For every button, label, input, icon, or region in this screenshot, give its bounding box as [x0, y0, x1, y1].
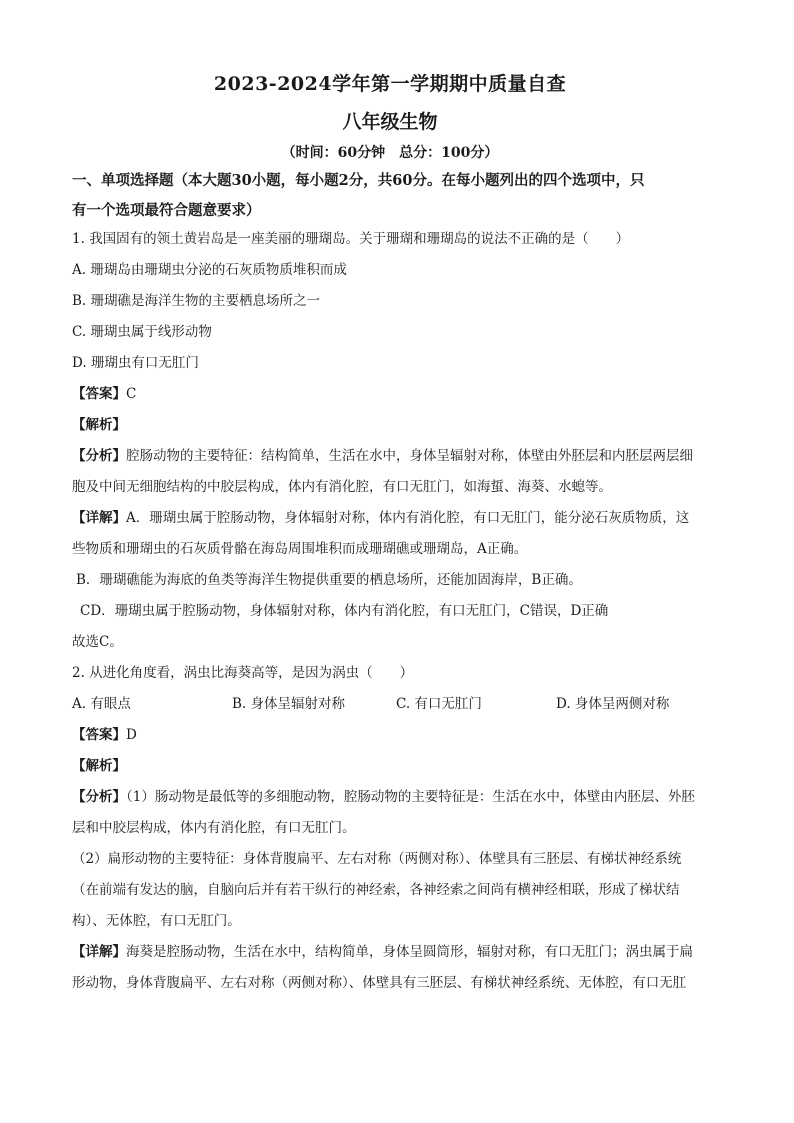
q2-analysis-tag: 【解析】: [72, 758, 126, 774]
q2-fenxi-line-3: （2）扁形动物的主要特征：身体背腹扁平、左右对称（两侧对称）、体壁具有三胚层、有梯状神经系统: [72, 851, 682, 867]
q1-xiangjie-line-2: 些物质和珊瑚虫的石灰质骨骼在海岛周围堆积而成珊瑚礁或珊瑚岛，A正确。: [72, 541, 528, 557]
q1-xiangjie-b: B．珊瑚礁能为海底的鱼类等海洋生物提供重要的栖息场所，还能加固海岸，B正确。: [76, 572, 582, 588]
exam-time-info: （时间：60分钟 总分：100分）: [281, 145, 499, 161]
q1-fenxi-line-1: [72, 441, 708, 472]
q1-analysis-heading: [72, 410, 708, 441]
q2-answer-tag: 【答案】: [72, 727, 126, 743]
q1-conclusion: 故选C。: [72, 634, 123, 650]
q2-fenxi-line-2: 层和中胶层构成，体内有消化腔，有口无肛门。: [72, 820, 356, 836]
q1-xiangjie-cd: CD．珊瑚虫属于腔肠动物，身体辐射对称，体内有消化腔，有口无肛门，C错误，D正确: [80, 603, 609, 619]
q2-xiangjie-line-1: [72, 937, 708, 968]
q2-options-row: [72, 689, 708, 720]
q2-xiangjie-tag: 【详解】: [72, 944, 126, 960]
q2-option-c: C. 有口无肛门: [396, 696, 482, 712]
q2-fenxi-text-1: （1）肠动物是最低等的多细胞动物，腔肠动物的主要特征是：生活在水中，体壁由内胚层、外胚: [126, 789, 695, 805]
q1-option-b: B. 珊瑚礁是海洋生物的主要栖息场所之一: [72, 293, 321, 309]
q1-xiangjie-line-1: [72, 503, 708, 534]
page-subtitle: 八年级生物: [342, 111, 438, 133]
page-title: 2023-2024学年第一学期期中质量自查: [213, 73, 567, 95]
q1-answer-tag: 【答案】: [72, 386, 126, 402]
q1-xiangjie-tag: 【详解】: [72, 510, 126, 526]
q1-option-c: C. 珊瑚虫属于线形动物: [72, 324, 212, 340]
q2-fenxi-tag: 【分析】: [72, 789, 126, 805]
q1-fenxi-text-1: 腔肠动物的主要特征：结构简单，生活在水中，身体呈辐射对称，体壁由外胚层和内胚层两层细: [126, 448, 693, 464]
section-heading-line-2: 有一个选项最符合题意要求）: [72, 202, 261, 219]
q2-stem: 2. 从进化角度看，涡虫比海葵高等，是因为涡虫（ ）: [72, 665, 414, 681]
q2-option-b: B. 身体呈辐射对称: [232, 696, 346, 712]
q2-fenxi-line-5: 构）、无体腔，有口无肛门。: [72, 913, 241, 929]
q1-option-d: D. 珊瑚虫有口无肛门: [72, 355, 199, 371]
q2-option-d: D. 身体呈两侧对称: [556, 696, 670, 712]
q1-stem: 1. 我国固有的领土黄岩岛是一座美丽的珊瑚岛。关于珊瑚和珊瑚岛的说法不正确的是（ ）: [72, 231, 630, 247]
q2-option-a: A. 有眼点: [72, 696, 131, 712]
q1-option-a: A. 珊瑚岛由珊瑚虫分泌的石灰质物质堆积而成: [72, 262, 347, 278]
q1-answer-value: C: [126, 386, 137, 402]
q1-fenxi-line-2: 胞及中间无细胞结构的中胶层构成，体内有消化腔，有口无肛门，如海蜇、海葵、水螅等。: [72, 479, 612, 495]
q1-analysis-tag: 【解析】: [72, 417, 126, 433]
q2-xiangjie-line-2: 形动物，身体背腹扁平、左右对称（两侧对称）、体壁具有三胚层、有梯状神经系统、无体腔，有口无肛: [72, 975, 687, 991]
q2-fenxi-line-1: [72, 782, 708, 813]
q1-fenxi-tag: 【分析】: [72, 448, 126, 464]
q2-analysis-heading: [72, 751, 708, 782]
section-heading-line-1: 一、单项选择题（本大题30小题，每小题2分，共60分。在每小题列出的四个选项中，只: [72, 172, 645, 189]
q2-answer-value: D: [126, 727, 137, 743]
q2-answer: [72, 720, 708, 751]
q2-xiangjie-text-1: 海葵是腔肠动物，生活在水中，结构简单，身体呈圆筒形，辐射对称，有口无肛门；涡虫属于扁: [126, 944, 693, 960]
q2-fenxi-line-4: （在前端有发达的脑，自脑向后并有若干纵行的神经索，各神经索之间尚有横神经相联，形成了梯状结: [72, 882, 680, 898]
q1-xiangjie-text-1: A．珊瑚虫属于腔肠动物，身体辐射对称，体内有消化腔，有口无肛门，能分泌石灰质物质，这: [126, 510, 690, 526]
q1-answer: [72, 379, 708, 410]
